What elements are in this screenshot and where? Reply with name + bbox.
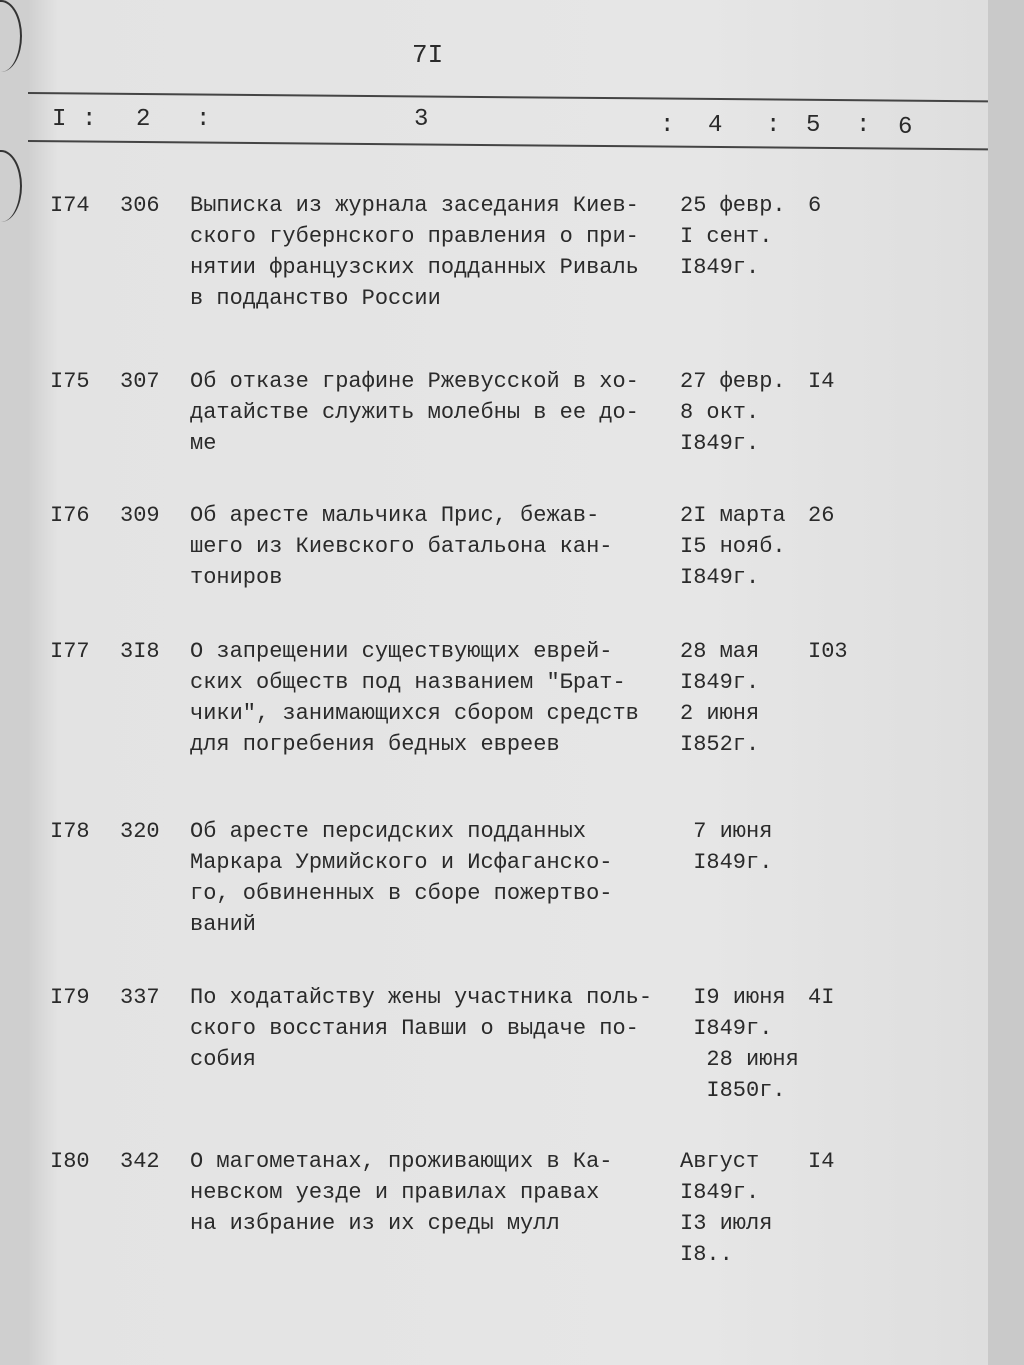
header-col-4: 4 xyxy=(708,112,723,139)
entry-description-line: на избрание из их среды мулл xyxy=(190,1211,560,1236)
entry-date-line: I849г. xyxy=(680,850,773,875)
entry-description-line: Об аресте персидских подданных xyxy=(190,819,587,844)
header-col-6: 6 xyxy=(898,114,913,141)
entry-date-line: 7 июня xyxy=(680,819,773,844)
entry-description-line: О запрещении существующих еврей- xyxy=(190,639,613,664)
entry-date-line: I849г. xyxy=(680,431,760,456)
header-col-3: 3 xyxy=(414,106,429,133)
entry-number: I78 xyxy=(50,819,90,844)
entry-number: I75 xyxy=(50,369,90,394)
sheet-count: 26 xyxy=(808,503,835,528)
entry-description-line: Маркара Урмийского и Исфаганско- xyxy=(190,850,613,875)
header-sep: : xyxy=(856,112,871,139)
archive-number: 307 xyxy=(120,369,160,394)
entry-date-line: I3 июля xyxy=(680,1211,773,1236)
archive-number: 3I8 xyxy=(120,639,160,664)
entry-description-line: невском уезде и правилах правах xyxy=(190,1180,600,1205)
entry-description-line: ваний xyxy=(190,912,257,937)
entry-description-line: для погребения бедных евреев xyxy=(190,732,560,757)
archive-number: 342 xyxy=(120,1149,160,1174)
entry-date-line: 28 июня xyxy=(680,1047,799,1072)
entry-date-line: 28 мая xyxy=(680,639,760,664)
entry-description-line: ского губернского правления о при- xyxy=(190,224,639,249)
archive-number: 306 xyxy=(120,193,160,218)
entry-date-line: I849г. xyxy=(680,565,760,590)
entry-date-line: 8 окт. xyxy=(680,400,760,425)
entry-description-line: тониров xyxy=(190,565,283,590)
entry-date-line: I849г. xyxy=(680,670,760,695)
entry-date-line: 2 июня xyxy=(680,701,760,726)
entry-description-line: ского восстания Павши о выдаче по- xyxy=(190,1016,639,1041)
entry-description-line: ме xyxy=(190,431,217,456)
sheet-count: I4 xyxy=(808,369,835,394)
entry-description-line: Об аресте мальчика Прис, бежав- xyxy=(190,503,600,528)
archive-number: 337 xyxy=(120,985,160,1010)
entry-description-line: Об отказе графине Ржевусской в хо- xyxy=(190,369,639,394)
header-col-1: I xyxy=(52,106,67,133)
entry-description-line: Выписка из журнала заседания Киев- xyxy=(190,193,639,218)
entry-description-line: датайстве служить молебны в ее до- xyxy=(190,400,639,425)
entry-date-line: I852г. xyxy=(680,732,760,757)
entry-number: I76 xyxy=(50,503,90,528)
sheet-count: I03 xyxy=(808,639,848,664)
page-edge xyxy=(988,0,1024,1365)
archive-number: 320 xyxy=(120,819,160,844)
entry-description-line: По ходатайству жены участника поль- xyxy=(190,985,653,1010)
header-col-5: 5 xyxy=(806,112,821,139)
entry-description-line: нятии французских подданных Риваль xyxy=(190,255,639,280)
header-sep: : xyxy=(82,106,97,133)
entry-date-line: I5 нояб. xyxy=(680,534,786,559)
archive-number: 309 xyxy=(120,503,160,528)
sheet-count: I4 xyxy=(808,1149,835,1174)
entry-description-line: собия xyxy=(190,1047,257,1072)
entry-date-line: 2I марта xyxy=(680,503,786,528)
entry-description-line: ских обществ под названием "Брат- xyxy=(190,670,626,695)
sheet-count: 6 xyxy=(808,193,822,218)
entry-date-line: I8.. xyxy=(680,1242,733,1267)
header-sep: : xyxy=(660,112,675,139)
entry-date-line: I850г. xyxy=(680,1078,786,1103)
entry-description-line: го, обвиненных в сборе пожертво- xyxy=(190,881,613,906)
entry-number: I77 xyxy=(50,639,90,664)
header-sep: : xyxy=(196,106,211,133)
entry-number: I74 xyxy=(50,193,90,218)
entry-date-line: I9 июня xyxy=(680,985,786,1010)
entry-description-line: О магометанах, проживающих в Ка- xyxy=(190,1149,613,1174)
entry-date-line: I849г. xyxy=(680,1016,773,1041)
entry-date-line: I849г. xyxy=(680,255,760,280)
header-col-2: 2 xyxy=(136,106,151,133)
entry-date-line: Август xyxy=(680,1149,760,1174)
entry-number: I79 xyxy=(50,985,90,1010)
entry-description-line: шего из Киевского батальона кан- xyxy=(190,534,613,559)
entry-description-line: чики", занимающихся сбором средств xyxy=(190,701,639,726)
header-sep: : xyxy=(766,112,781,139)
entry-description-line: в подданство России xyxy=(190,286,441,311)
entry-date-line: 25 февр. xyxy=(680,193,786,218)
entry-number: I80 xyxy=(50,1149,90,1174)
entry-date-line: I849г. xyxy=(680,1180,760,1205)
sheet-count: 4I xyxy=(808,985,835,1010)
entry-date-line: I сент. xyxy=(680,224,773,249)
page-number: 7I xyxy=(412,40,444,70)
entry-date-line: 27 февр. xyxy=(680,369,786,394)
